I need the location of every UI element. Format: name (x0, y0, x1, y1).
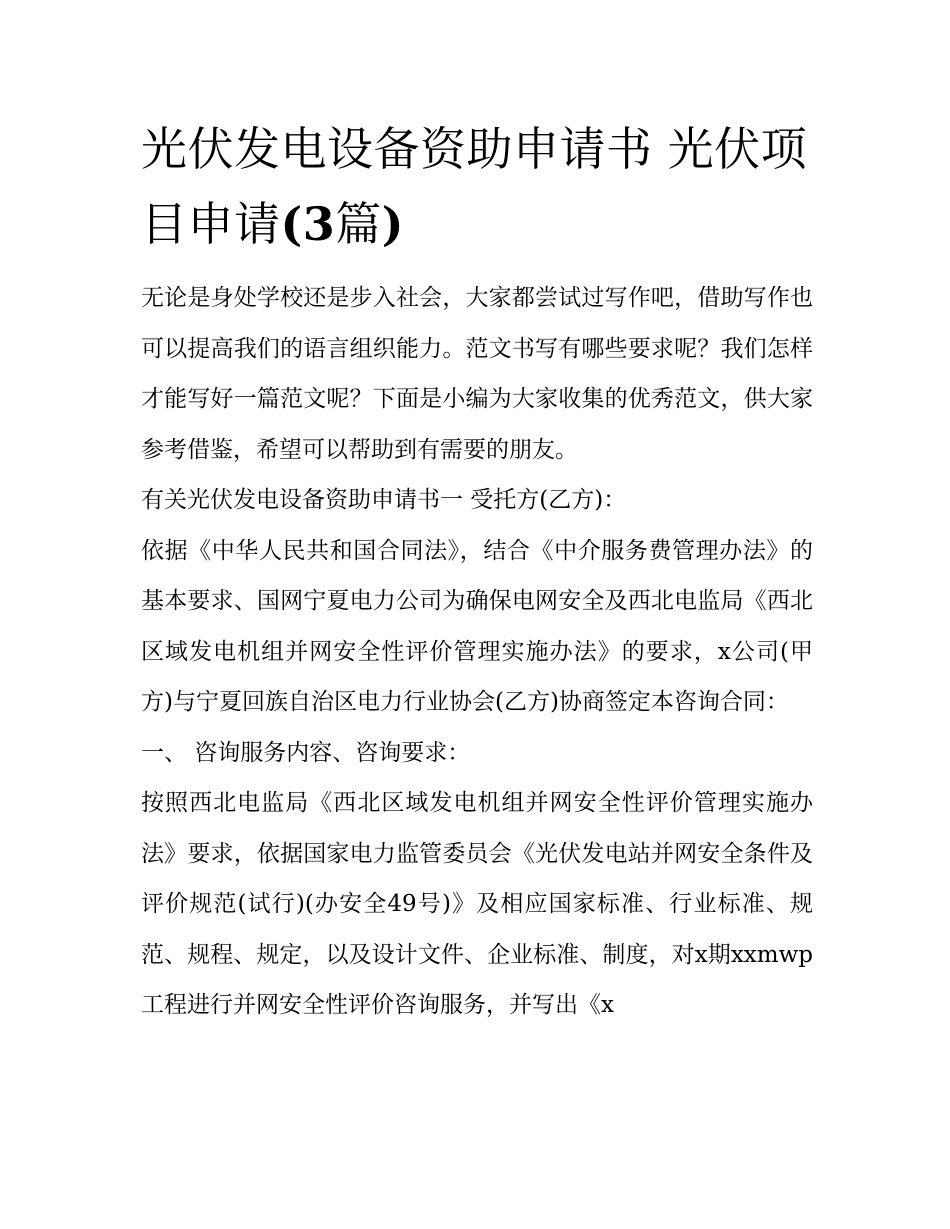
clause-body-paragraph: 按照西北电监局《西北区域发电机组并网安全性评价管理实施办法》要求，依据国家电力监管委员会《光伏发电站并网安全条件及评价规范(试行)(办安全49号)》及相应国家标准、行业标准、规范、规程、规定，以及设计文件、企业标准、制度，对x期xxmwp工程进行并网安全性评价咨询服务，并写出《x (141, 790, 813, 1018)
section-heading-1: 有关光伏发电设备资助申请书一 受托方(乙方)： (141, 487, 627, 513)
contract-basis-paragraph: 依据《中华人民共和国合同法》，结合《中介服务费管理办法》的基本要求、国网宁夏电力公司为确保电网安全及西北电监局《西北区域发电机组并网安全性评价管理实施办法》的要求，x公司(甲方)与宁夏回族自治区电力行业协会(乙方)协商签定本咨询合同： (141, 537, 813, 715)
document-page (141, 112, 813, 1031)
document-title: 光伏发电设备资助申请书 光伏项目申请(3篇) (141, 122, 808, 251)
clause-heading-1: 一、 咨询服务内容、咨询要求： (141, 739, 471, 766)
intro-paragraph: 无论是身处学校还是步入社会，大家都尝试过写作吧，借助写作也可以提高我们的语言组织能力。范文书写有哪些要求呢？我们怎样才能写好一篇范文呢？下面是小编为大家收集的优秀范文，供大家参考借鉴，希望可以帮助到有需要的朋友。 (141, 285, 813, 463)
